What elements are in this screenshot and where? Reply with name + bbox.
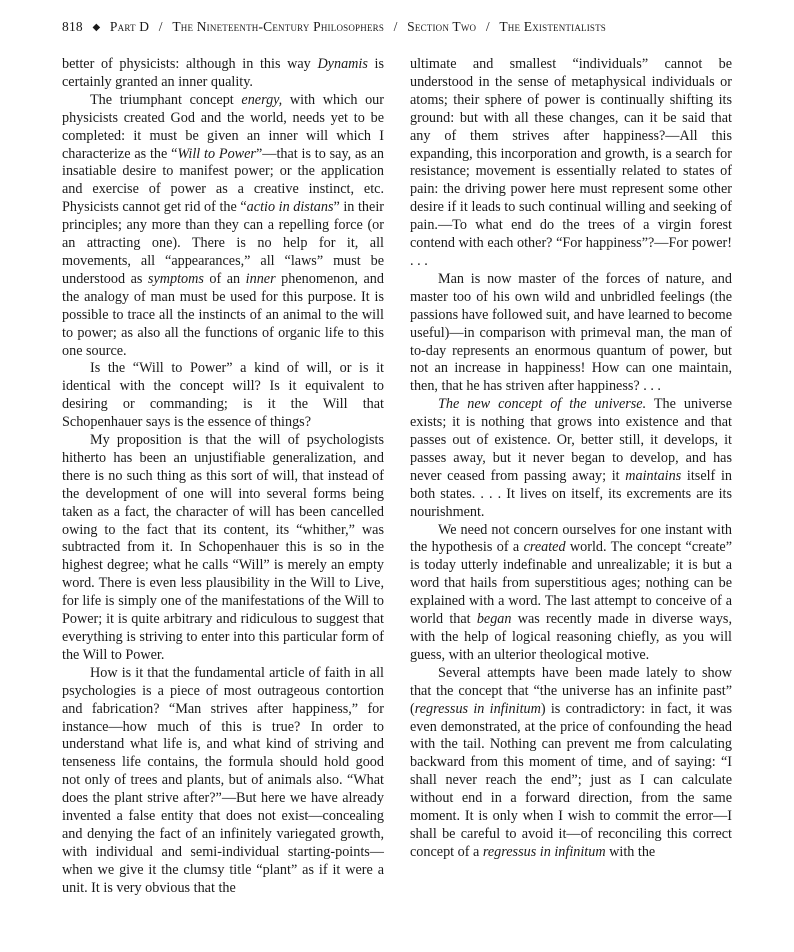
text-run: phenomenon, and the analogy of man must be used for this purpose. It is possible to trace all the instincts of an animal to the will to power; as also all the functions of organic life to this one source. xyxy=(62,270,384,359)
text-run: is certainly granted an inner quality. xyxy=(62,56,385,90)
running-header xyxy=(62,19,742,35)
text-run: The universe exists; it is nothing that grows into existence and that passes out of existence. Or, better still, it develops, it passes away, but it never began to develop, and has never ceased from passing away; it xyxy=(410,396,732,484)
text-run: itself in both states. . . . It lives on itself, its excrements are its nourishment. xyxy=(410,467,732,520)
text-run: How is it that the fundamental article of faith in all psychologies is a piece of most outrageous contortion and fabrication? “Man strives after happiness,” for instance—how much of this is true? In order to understand what life is, and what kind of striving and tenseness life contains, the formula should hold good not only of trees and plants, but of animals also. “What does the plant strive after?”—But here we have already invented a false entity that does not exist—concealing and denying the fact of an infinitely variegated growth, with individual and semi-individual starting-points—when we give it the clumsy title “plant” as if it were a unit. It is very obvious that the xyxy=(62,664,384,896)
italic-text: created xyxy=(523,539,566,556)
italic-text: actio in distans xyxy=(246,199,334,216)
text-run: ”—that is to say, as an insatiable desire to manifest power; or the application and exercise of power as a creative instinct, etc. Physicists cannot get rid of the “ xyxy=(62,145,384,216)
header-separator: / xyxy=(158,19,163,34)
text-run: ) is contradictory: in fact, it was even demonstrated, at the price of confounding the head with the tail. Nothing can prevent me from calculating backward from this moment of time, and of saying: “I shall never reach the end”; just as I can calculate without end in a forward direction, from the same moment. It is only when I wish to commit the error—I shall be careful to avoid it—of reconciling this correct concept of a xyxy=(410,700,732,860)
left-text-column xyxy=(62,56,384,898)
italic-text: Will to Power xyxy=(177,145,256,162)
paragraph xyxy=(410,522,732,665)
italic-text: The new concept of the universe. xyxy=(438,396,647,413)
text-run: of an xyxy=(203,270,246,287)
header-separator: / xyxy=(393,19,398,34)
italic-text: maintains xyxy=(625,467,682,484)
italic-text: inner xyxy=(245,270,276,287)
text-run: better of physicists: although in this way xyxy=(62,56,318,72)
italic-text: energy, xyxy=(241,91,283,108)
paragraph xyxy=(410,271,732,396)
text-run: The triumphant concept xyxy=(90,91,242,108)
paragraph xyxy=(62,360,384,432)
part-label: Part D xyxy=(109,19,150,34)
subsection-label: The Existentialists xyxy=(499,19,607,34)
paragraph xyxy=(62,92,384,361)
paragraph xyxy=(62,56,384,92)
paragraph xyxy=(410,665,732,862)
header-title: The Nineteenth-Century Philosophers xyxy=(172,19,385,34)
paragraph xyxy=(62,432,384,665)
right-text-column xyxy=(410,56,732,862)
paragraph xyxy=(410,396,732,521)
text-run: ” in their principles; any more than they can a repelling force (or an attracting one). There is no help for it, all movements, all “appearances,” all “laws” must be understood as xyxy=(62,199,384,287)
paragraph xyxy=(410,56,732,271)
italic-text: Dynamis xyxy=(317,56,368,72)
text-run: My proposition is that the will of psychologists hitherto has been an unjustifiable generalization, and there is no such thing as this sort of will, that instead of the development of one will into several forms being taken as a fact, the character of will has been cancelled owing to the fact that its content, its “whither,” was subtracted from it. In Schopenhauer this is so in the highest degree; what he calls “Will” is merely an empty word. There is even less plausibility in the Will to Live, for life is simply one of the manifestations of the Will to Power; it is quite arbitrary and ridiculous to suggest that everything is striving to enter into this particular form of the Will to Power. xyxy=(62,432,384,663)
diamond-ornament-icon: ◆ xyxy=(92,22,101,33)
text-run: Several attempts have been made lately to show that the concept that “the universe has an infinite past” ( xyxy=(410,664,732,717)
section-label: Section Two xyxy=(407,19,477,34)
paragraph xyxy=(62,665,384,898)
italic-text: began xyxy=(476,611,512,628)
text-run: was recently made in diverse ways, with the help of logical reasoning chiefly, as you will guess, with an ulterior theological motive. xyxy=(410,611,732,663)
text-run: Is the “Will to Power” a kind of will, or is it identical with the concept will? Is it equivalent to desiring or commanding; is it the Will that Schopenhauer says is the essence of things? xyxy=(62,360,384,431)
text-run: world. The concept “create” is today utterly indefinable and unrealizable; it is but a word that hails from superstitious ages; nothing can be explained with a word. The last attempt to conceive of a world that xyxy=(410,539,733,628)
text-run: with the xyxy=(605,843,656,860)
page-number: 818 xyxy=(62,19,83,34)
text-run: Man is now master of the forces of nature, and master too of his own wild and unbridled feelings (the passions have followed suit, and have learned to become useful)—in comparison with primeval man, the man of to-day represents an enormous quantum of power, but not an increase in happiness! How can one maintain, then, that he has striven after happiness? . . . xyxy=(410,270,732,395)
text-run: ultimate and smallest “individuals” cannot be understood in the sense of metaphysical individuals or atoms; their sphere of power is continually shifting its ground: but with all these changes, can it be said that any of them strives after happiness?—All this expanding, this incorporation and growth, is a search for resistance; movement is essentially related to states of pain: the driving power here must represent some other desire if it leads to such continual willing and seeking of pain.—To what end do the trees of a virgin forest contend with each other? “For happiness”?—For power! . . . xyxy=(410,56,732,269)
italic-text: symptoms xyxy=(147,270,204,287)
italic-text: regressus in infinitum xyxy=(482,843,606,860)
italic-text: regressus in infinitum xyxy=(414,700,541,717)
text-run: with which our physicists created God and the world, needs yet to be completed: it must be given an inner will which I characterize as the “ xyxy=(62,91,384,162)
header-separator: / xyxy=(485,19,490,34)
text-run: We need not concern ourselves for one instant with the hypothesis of a xyxy=(410,521,732,556)
